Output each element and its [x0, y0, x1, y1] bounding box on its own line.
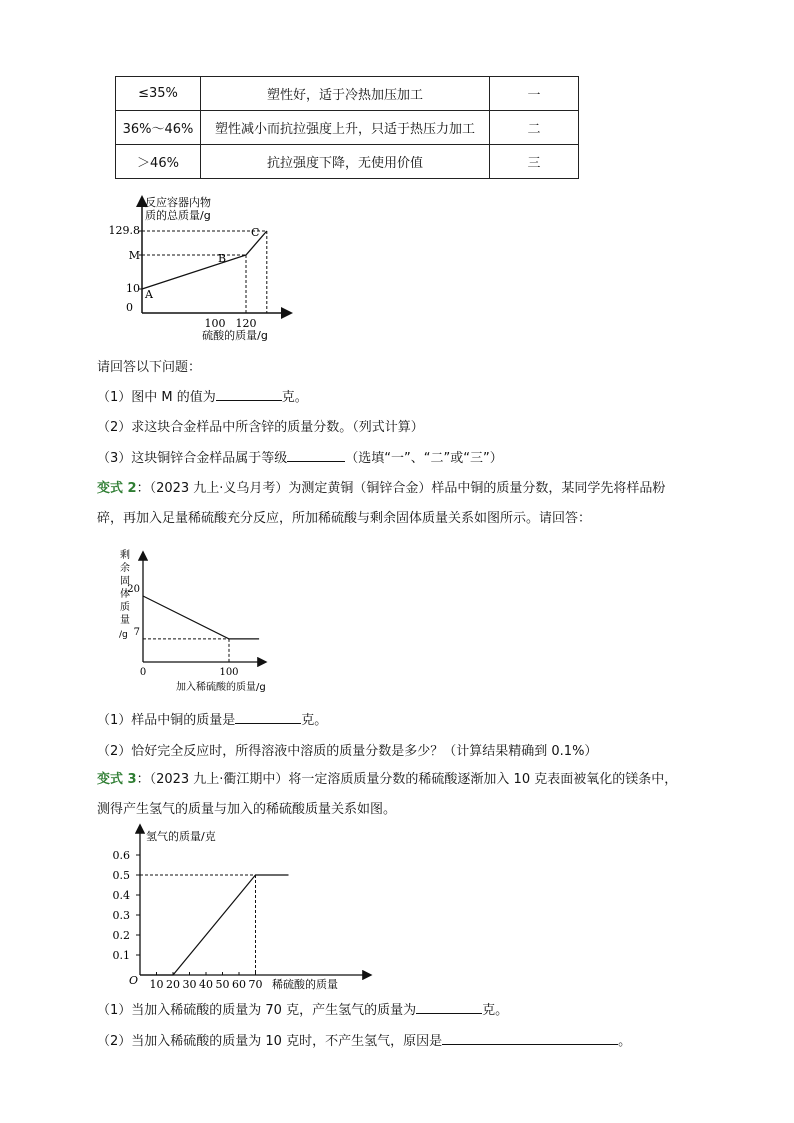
y-axis-label: /g — [119, 630, 128, 640]
x-tick-label: 10 — [149, 978, 164, 991]
y-tick-label: 0.3 — [112, 909, 130, 922]
y-tick-label: 0.1 — [112, 949, 130, 962]
table-cell: 一 — [490, 77, 579, 111]
x-tick-label: 100 — [204, 317, 226, 330]
y-axis-label: 氢气的质量/克 — [146, 830, 216, 843]
y-axis-label: 体 — [120, 589, 130, 600]
x-axis-label: 加入稀硫酸的质量/g — [176, 682, 266, 693]
table-cell: 抗拉强度下降，无使用价值 — [201, 145, 490, 179]
answer-blank[interactable] — [442, 1032, 618, 1045]
answer-blank[interactable] — [216, 388, 282, 401]
data-line — [140, 875, 289, 975]
data-line — [143, 596, 259, 639]
y-tick-label: 0.4 — [112, 889, 130, 902]
table-cell: 塑性好，适于冷热加压加工 — [201, 77, 490, 111]
table-cell: 二 — [490, 111, 579, 145]
question-1-1: （1）图中 M 的值为 克。 — [97, 390, 308, 405]
x-tick-label: 50 — [215, 978, 230, 991]
variant-label: 变式 3 — [97, 772, 137, 787]
x-tick-label: 100 — [219, 667, 239, 678]
x-tick-label: 40 — [199, 978, 213, 991]
y-tick-label: 7 — [133, 627, 140, 638]
origin-label: 0 — [126, 301, 133, 314]
y-axis-label: 质 — [120, 602, 130, 613]
variant-2-text: 变式 2：（2023 九上·义乌月考）为测定黄铜（铜锌合金）样品中铜的质量分数，某同学先将样品粉 碎，再加入足量稀硫酸充分反应，所加稀硫酸与剩余固体质量关系如图所示。请回答： — [97, 481, 666, 526]
chart-residual-solid — [110, 545, 280, 695]
origin-label: O — [129, 974, 139, 987]
x-tick-label: 70 — [248, 978, 263, 991]
x-tick-label: 20 — [166, 978, 180, 991]
variant-3-text: 变式 3：（2023 九上·衢江期中）将一定溶质质量分数的稀硫酸逐渐加入 10 克表面被氧化的镁条中， 测得产生氢气的质量与加入的稀硫酸质量关系如图。 — [97, 772, 678, 817]
question-2-2: （2）恰好完全反应时，所得溶液中溶质的质量分数是多少？（计算结果精确到 0.1%） — [97, 744, 598, 759]
y-tick-label: 129.8 — [108, 224, 140, 237]
table-cell: ＞46% — [116, 145, 201, 179]
x-tick-label: 30 — [182, 978, 197, 991]
x-tick-label: 60 — [232, 978, 246, 991]
answer-blank[interactable] — [287, 449, 345, 462]
question-3-2: （2）当加入稀硫酸的质量为 10 克时，不产生氢气，原因是 。 — [97, 1034, 632, 1049]
chart-total-mass — [108, 188, 315, 342]
answer-blank[interactable] — [416, 1001, 482, 1014]
question-2-1: （1）样品中铜的质量是 克。 — [97, 713, 328, 728]
table-row — [116, 111, 579, 145]
table-row — [116, 145, 579, 179]
variant-label: 变式 2 — [97, 481, 137, 496]
y-tick-label: 10 — [126, 282, 140, 295]
table-row — [116, 77, 579, 111]
y-axis-label: 剩 — [120, 550, 130, 561]
x-tick-label: 120 — [235, 317, 257, 330]
table-cell: 塑性减小而抗拉强度上升，只适于热压力加工 — [201, 111, 490, 145]
table-cell: 三 — [490, 145, 579, 179]
point-label: B — [218, 252, 227, 265]
x-axis-label: 稀硫酸的质量 — [272, 978, 338, 991]
point-label: A — [145, 288, 153, 301]
question-3-1: （1）当加入稀硫酸的质量为 70 克，产生氢气的质量为 克。 — [97, 1003, 509, 1018]
y-axis-label: 固 — [120, 576, 130, 587]
y-tick-label: 20 — [127, 584, 140, 595]
table-cell: ≤35% — [116, 77, 201, 111]
point-label: C — [251, 226, 260, 239]
question-1-2: （2）求这块合金样品中所含锌的质量分数。（列式计算） — [97, 420, 424, 435]
y-tick-label: 0.6 — [112, 849, 130, 862]
y-tick-label: 0.2 — [112, 929, 130, 942]
origin-label: 0 — [139, 667, 147, 678]
question-intro: 请回答以下问题： — [97, 360, 202, 375]
y-axis-label: 质的总质量/g — [145, 209, 211, 222]
y-tick-label: 0.5 — [112, 869, 130, 882]
grade-table — [115, 76, 579, 179]
x-axis-label: 硫酸的质量/g — [202, 329, 268, 342]
table-cell: 36%～46% — [116, 111, 201, 145]
question-1-3: （3）这块铜锌合金样品属于等级 （选填“一”、“二”或“三”） — [97, 451, 503, 466]
data-line — [142, 231, 267, 289]
y-axis-label: 量 — [120, 615, 130, 626]
chart-hydrogen-mass — [100, 822, 380, 997]
y-axis-label: 余 — [120, 563, 130, 574]
answer-blank[interactable] — [235, 711, 301, 724]
y-axis-label: 反应容器内物 — [145, 196, 211, 209]
y-tick-label: M — [128, 249, 140, 262]
